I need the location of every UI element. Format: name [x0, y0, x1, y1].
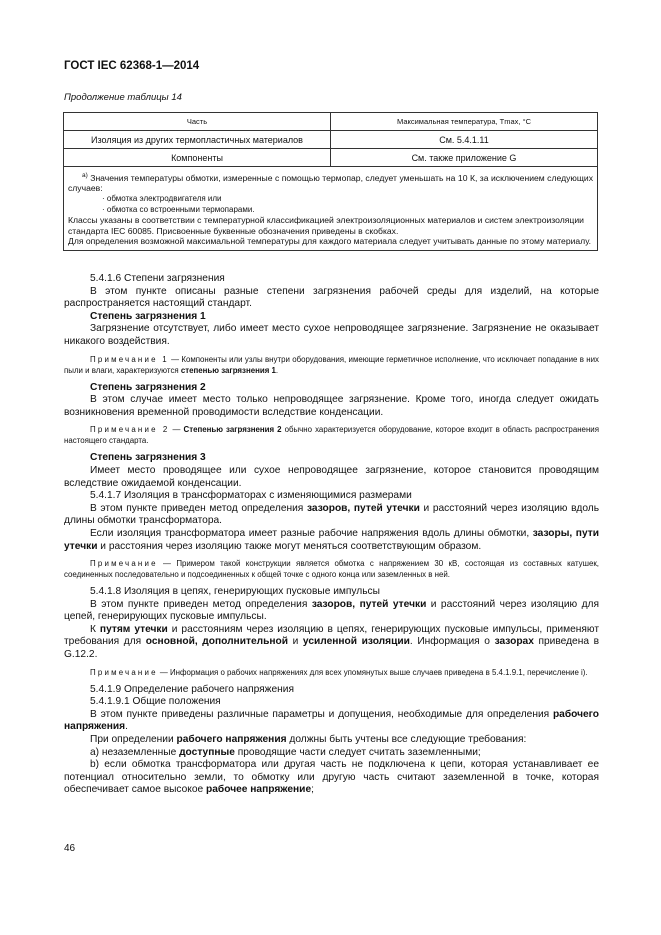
- term: Степенью загрязнения 2: [183, 425, 282, 435]
- list-item: [64, 759, 599, 797]
- text: В этом пункте приведены различные параметры и допущения, необходимые для определения: [90, 708, 553, 720]
- text: . Информация о: [409, 636, 495, 648]
- subheading: Степень загрязнения 3: [90, 452, 206, 464]
- term: рабочее напряжение: [206, 784, 312, 796]
- paragraph: Имеет место проводящее или сухое непроводящее загрязнение, которое становится проводящим вследствие ожидаемой конденсации.: [64, 464, 599, 489]
- table-14: [63, 112, 598, 251]
- paragraph: [64, 528, 599, 553]
- table-cell-part: Компоненты: [64, 149, 331, 167]
- paragraph: В этом пункте описаны разные степени загрязнения рабочей среды для изделий, на которые распространяется настоящий стандарт.: [64, 285, 599, 310]
- text: приведена в G.12.2.: [64, 636, 600, 661]
- note-label: Примечание 1: [90, 354, 169, 364]
- table-cell-temp: См. также приложение G: [331, 149, 598, 167]
- text: а) незаземленные: [90, 746, 180, 758]
- note: [64, 558, 599, 580]
- table-caption: Продолжение таблицы 14: [64, 92, 182, 103]
- paragraph: [64, 503, 599, 528]
- page-number: 46: [64, 843, 76, 854]
- note-text: — Компоненты или узлы внутри оборудования, имеющие герметичное исполнение, что исключает попадание в них пыли и влаги, характеризуются: [64, 354, 599, 375]
- term: зазоры, пути утечки: [64, 527, 599, 552]
- table-notes-row: [64, 167, 598, 251]
- note-text: .: [275, 365, 279, 375]
- text: В этом пункте приведен метод определения: [90, 502, 307, 514]
- section-heading: 5.4.1.7 Изоляция в трансформаторах с изменяющимися размерами: [90, 490, 412, 502]
- footnote-text: Значения температуры обмотки, измеренные с помощью термопар, следует уменьшать на 10 К, за исключением следующих случаев:: [68, 172, 593, 194]
- note: [64, 667, 599, 678]
- text: и расстояний через изоляцию для цепей, генерирующих пусковые импульсы.: [64, 598, 600, 623]
- text: При определении: [90, 734, 177, 746]
- term: путям утечки: [99, 623, 168, 635]
- note-label: Примечание: [90, 667, 158, 677]
- term: доступные: [179, 746, 235, 758]
- bullet-item: · обмотка со встроенными термопарами.: [102, 204, 255, 214]
- table-cell-part: Изоляция из других термопластичных материалов: [64, 131, 331, 149]
- section-heading: 5.4.1.9 Определение рабочего напряжения: [90, 683, 294, 695]
- paragraph: [64, 709, 599, 734]
- text: b) если обмотка трансформатора или другая часть не подключена к цепи, которая устанавливает ее потенциал относительно земли, то обмотку или другую часть считают заземленной в точке, которая обеспечивает самое высокое: [64, 759, 599, 796]
- text: Если изоляция трансформатора имеет разные рабочие напряжения вдоль длины обмотки,: [90, 527, 533, 539]
- term: рабочего напряжения: [176, 734, 287, 746]
- text: должны быть учтены все следующие требования:: [286, 734, 527, 746]
- section-heading: 5.4.1.8 Изоляция в цепях, генерирующих пусковые импульсы: [90, 586, 380, 598]
- note-text: —: [169, 425, 184, 435]
- bullet-text: обмотка со встроенными термопарами.: [106, 204, 255, 214]
- section-heading: 5.4.1.6 Степени загрязнения: [90, 273, 225, 284]
- term: рабочего напряжения: [64, 708, 599, 733]
- term: основной, дополнительной: [145, 636, 288, 648]
- term: зазоров, путей утечки: [306, 502, 420, 514]
- text: проводящие части следует считать заземленными;: [234, 746, 481, 758]
- note-label: Примечание: [90, 559, 158, 569]
- note-label: Примечание 2: [90, 425, 170, 435]
- text: .: [125, 721, 128, 733]
- term: зазорах: [494, 636, 534, 648]
- table-notes: [64, 167, 598, 251]
- note-text: — Примером такой конструкции является обмотка с напряжением 30 кВ, состоящая из составных катушек, соединенных последовательно и подсоединенных к общей точке с одного конца или заземленных в ней.: [64, 559, 599, 580]
- table-header-row: [64, 113, 598, 131]
- section-heading: 5.4.1.9.1 Общие положения: [90, 696, 221, 708]
- table-cell-temp: См. 5.4.1.11: [331, 131, 598, 149]
- note-text: обычно характеризуется оборудование, которое входит в область распространения настоящего стандарта.: [64, 425, 599, 446]
- note-classes: Классы указаны в соответствии с температурной классификацией электроизоляционных материалов и систем электроизоляции стандарта IEC 60085. Присвоенные буквенные обозначения приведены в скобках.: [68, 215, 584, 236]
- text: ;: [311, 784, 314, 796]
- text: и: [288, 636, 303, 648]
- bullet-item: · обмотка электродвигателя или: [102, 194, 222, 204]
- table-row: [64, 131, 598, 149]
- list-item: [64, 747, 599, 760]
- term: зазоров, путей утечки: [311, 598, 427, 610]
- paragraph: [64, 599, 599, 624]
- note-max-temp: Для определения возможной максимальной температуры для каждого материала следует учитывать данные по этому материалу.: [68, 236, 592, 247]
- subheading: Степень загрязнения 2: [90, 381, 206, 393]
- bullet-text: обмотка электродвигателя или: [106, 194, 222, 204]
- note: [64, 354, 599, 376]
- paragraph: [64, 734, 599, 747]
- text: и расстояний через изоляцию вдоль длины обмотки трансформатора.: [64, 502, 600, 527]
- paragraph: Загрязнение отсутствует, либо имеет место сухое непроводящее загрязнение. Загрязнение не оказывает никакого воздействия.: [64, 323, 599, 347]
- col-header-temp: Максимальная температура, Tmax, °C: [331, 113, 598, 131]
- text: и расстояния через изоляцию также могут меняться соответствующим образом.: [97, 540, 482, 552]
- col-header-part: Часть: [64, 113, 331, 131]
- text: и расстояниям через изоляцию в цепях, генерирующих пусковые импульсы, применяют требования для: [64, 623, 599, 648]
- term: усиленной изоляции: [302, 636, 410, 648]
- table-row: [64, 149, 598, 167]
- subheading: Степень загрязнения 1: [90, 310, 206, 322]
- paragraph: В этом случае имеет место только непроводящее загрязнение. Кроме того, иногда следует ожидать возникновения временной проводимости вследствие конденсации.: [64, 394, 599, 418]
- standard-header: ГОСТ IEC 62368-1—2014: [64, 60, 200, 72]
- body-text: [64, 273, 599, 797]
- term: степенью загрязнения 1: [180, 365, 276, 375]
- note: [64, 424, 599, 446]
- text: В этом пункте приведен метод определения: [90, 598, 312, 610]
- footnote-a: [68, 171, 593, 194]
- paragraph: [64, 624, 599, 662]
- footnote-mark: a): [82, 172, 88, 179]
- text: К: [90, 623, 100, 635]
- note-text: — Информация о рабочих напряжениях для всех упомянутых выше случаев приведена в 5.4.1.9.1, перечисление i).: [157, 667, 588, 677]
